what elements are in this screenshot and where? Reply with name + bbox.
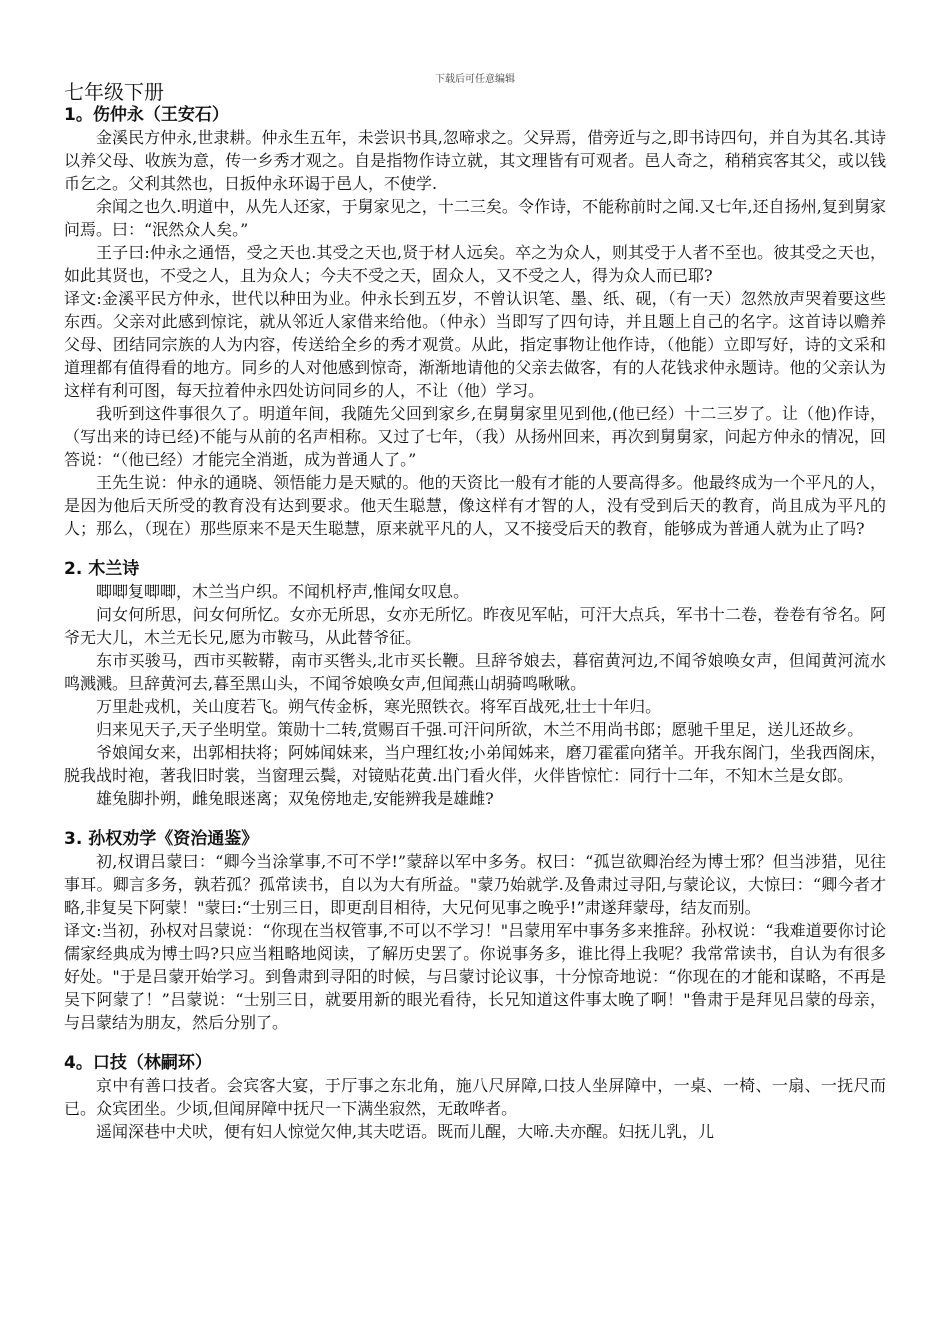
section-sun-quan-quan-xue (64, 828, 886, 1034)
section-heading: 1。伤仲永（王安石） (64, 105, 229, 125)
page-title: 七年级下册 (64, 80, 164, 104)
translation-paragraph: 王先生说：仲永的通晓、领悟能力是天赋的。他的天资比一般有才能的人要高得多。他最终成为一个平凡的人，是因为他后天所受的教育没有达到要求。他天生聪慧，像这样有才智的人，没有受到后天的教育，尚且成为平凡的人；那么，（现在）那些原来不是天生聪慧，原来就平凡的人，又不接受后天的教育，能够成为普通人就为止了吗? (64, 473, 886, 538)
paragraph: 问女何所思，问女何所忆。女亦无所思，女亦无所忆。昨夜见军帖，可汗大点兵，军书十二卷，卷卷有爷名。阿爷无大儿，木兰无长兄,愿为市鞍马，从此替爷征。 (64, 605, 886, 647)
translation-paragraph: 我听到这件事很久了。明道年间，我随先父回到家乡,在舅舅家里见到他,(他已经）十二三岁了。让（他)作诗，（写出来的诗已经)不能与从前的名声相称。又过了七年，（我）从扬州回来，再次到舅舅家，问起方仲永的情况，回答说：“（他已经）才能完全消逝，成为普通人了。” (64, 404, 886, 469)
paragraph: 余闻之也久.明道中，从先人还家，于舅家见之，十二三矣。令作诗，不能称前时之闻.又七年,还自扬州,复到舅家问焉。曰：“泯然众人矣。” (64, 197, 886, 239)
paragraph: 遥闻深巷中犬吠，便有妇人惊觉欠伸,其夫呓语。既而儿醒，大啼.夫亦醒。妇抚儿乳，儿 (96, 1122, 715, 1141)
section-kou-ji (64, 1052, 886, 1143)
paragraph: 京中有善口技者。会宾客大宴，于厅事之东北角，施八尺屏障,口技人坐屏障中，一桌、一椅、一扇、一抚尺而已。众宾团坐。少顷,但闻屏障中抚尺一下满坐寂然，无敢哗者。 (64, 1076, 886, 1118)
page-header: 下载后可任意编辑 (435, 74, 515, 85)
translation-paragraph: 译文:当初，孙权对吕蒙说：“你现在当权管事,不可以不学习！"吕蒙用军中事务多来推辞。孙权说：“我难道要你讨论儒家经典成为博士吗?只应当粗略地阅读，了解历史罢了。你说事务多，谁比得上我呢？我常常读书，自认为有很多好处。"于是吕蒙开始学习。到鲁肃到寻阳的时候，与吕蒙讨论议事，十分惊奇地说：“你现在的才能和谋略，不再是吴下阿蒙了！”吕蒙说：“士别三日，就要用新的眼光看待，长兄知道这件事太晚了啊！"鲁肃于是拜见吕蒙的母亲，与吕蒙结为朋友，然后分别了。 (64, 921, 886, 1032)
document-page (64, 0, 886, 1161)
paragraph: 归来见天子,天子坐明堂。策勋十二转,赏赐百千强.可汗问所欲，木兰不用尚书郎；愿驰千里足，送儿还故乡。 (96, 720, 864, 739)
paragraph: 东市买骏马，西市买鞍鞯，南市买辔头,北市买长鞭。旦辞爷娘去，暮宿黄河边,不闻爷娘唤女声，但闻黄河流水鸣溅溅。旦辞黄河去,暮至黑山头，不闻爷娘唤女声,但闻燕山胡骑鸣啾啾。 (64, 651, 886, 693)
paragraph: 万里赴戎机，关山度若飞。朔气传金柝，寒光照铁衣。将军百战死,壮士十年归。 (96, 697, 662, 716)
translation-paragraph: 译文:金溪平民方仲永，世代以种田为业。仲永长到五岁，不曾认识笔、墨、纸、砚，（有一天）忽然放声哭着要这些东西。父亲对此感到惊诧，就从邻近人家借来给他。（仲永）当即写了四句诗，并且题上自己的名字。这首诗以赡养父母、团结同宗族的人为内容，传送给全乡的秀才观赏。从此，指定事物让他作诗，（他能）立即写好，诗的文采和道理都有值得看的地方。同乡的人对他感到惊奇，渐渐地请他的父亲去做客，有的人花钱求仲永题诗。他的父亲认为这样有利可图，每天拉着仲永四处访问同乡的人，不让（他）学习。 (64, 289, 886, 400)
paragraph: 爷娘闻女来，出郭相扶将；阿姊闻妹来，当户理红妆;小弟闻姊来，磨刀霍霍向猪羊。开我东阁门，坐我西阁床，脱我战时袍，著我旧时裳，当窗理云鬓，对镜贴花黄.出门看火伴，火伴皆惊忙：同行十二年，不知木兰是女郎。 (64, 743, 886, 785)
section-heading: 3. 孙权劝学《资治通鉴》 (64, 829, 259, 849)
section-heading: 2. 木兰诗 (64, 559, 140, 579)
paragraph: 唧唧复唧唧，木兰当户织。不闻机杼声,惟闻女叹息。 (96, 582, 470, 601)
paragraph: 初,权谓吕蒙曰：“卿今当涂掌事,不可不学!”蒙辞以军中多务。权曰：“孤岂欲卿治经为博士邪？但当涉猎，见往事耳。卿言多务，孰若孤？孤常读书，自以为大有所益。"蒙乃始就学.及鲁肃过寻阳,与蒙论议，大惊曰：“卿今者才略,非复吴下阿蒙！"蒙曰:“士别三日，即更刮目相待，大兄何见事之晚乎!”肃遂拜蒙母，结友而别。 (64, 852, 886, 917)
section-heading: 4。口技（林嗣环） (64, 1053, 212, 1073)
section-shang-zhong-yong (64, 104, 886, 540)
section-mulan-shi (64, 558, 886, 810)
paragraph: 雄兔脚扑朔，雌兔眼迷离；双兔傍地走,安能辨我是雄雌? (96, 789, 494, 808)
paragraph: 金溪民方仲永,世隶耕。仲永生五年，未尝识书具,忽啼求之。父异焉，借旁近与之,即书诗四句，并自为其名.其诗以养父母、收族为意，传一乡秀才观之。自是指物作诗立就，其文理皆有可观者。邑人奇之，稍稍宾客其父，或以钱币乞之。父利其然也，日扳仲永环谒于邑人，不使学. (64, 128, 886, 193)
paragraph: 王子曰:仲永之通悟，受之天也.其受之天也,贤于材人远矣。卒之为众人，则其受于人者不至也。彼其受之天也，如此其贤也，不受之人，且为众人；今夫不受之天，固众人，又不受之人，得为众人而已耶? (64, 243, 886, 285)
